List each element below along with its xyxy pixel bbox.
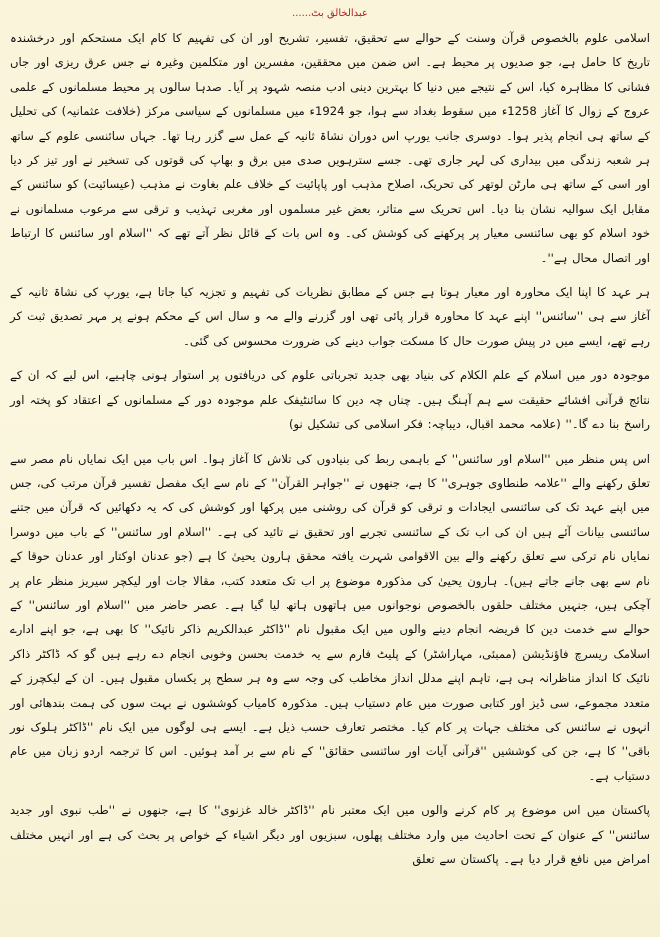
- paragraph-intro: اسلامی علوم بالخصوص قرآن وسنت کے حوالے سے تحقیق، تفسیر، تشریح اور ان کی تفہیم کا کام ایک مستحکم اور درخشندہ تاریخ کا حامل ہے، جو صدیوں پر محیط ہے۔ اس ضمن میں محققین، مفسرین اور متکلمین وغیرہ نے جس عرق ریزی اور جاں فشانی کا مظاہرہ کیا، اس کے نتیجے میں دنیا کا بہترین دینی ادب منصہ شہود پر آیا۔ صدہا سالوں پر محیط مسلمانوں کے علمی عروج کے زوال کا آغاز 1258ء میں سقوط بغداد سے ہوا، جو 1924ء میں مسلمانوں کے سیاسی مرکز (خلافت عثمانیہ) کی تحلیل کے ساتھ ہی انجام پذیر ہوا۔ دوسری جانب یورپ اس دوران نشاۃ ثانیہ کے عمل سے گزر رہا تھا۔ جہاں سائنسی علوم کے ساتھ ہر شعبہ زندگی میں بیداری کی لہر جاری تھی۔ جسے سترہویں صدی میں برق و بھاپ کی قوتوں کی تسخیر نے اور تیز کر دیا اور اسی کے ساتھ ہی مارٹن لوتھر کی تحریک، اصلاح مذہب اور پاپائیت کے خلاف علم بغاوت نے مذہب (عیسائیت) کو سائنس کے مقابل ایک سوالیہ نشان بنا دیا۔ اس تحریک سے متاثر، بعض غیر مسلموں اور مغربی تہذیب و ترقی سے مرعوب مسلمانوں نے خود اسلام کو بھی سائنسی معیار پر پرکھنے کی کوشش کی۔ وہ اس بات کے قائل نظر آتے تھے کہ ''اسلام اور سائنس کا ارتباط اور اتصال محال ہے''۔: [10, 31, 650, 265]
- author-byline: ......عبدالخالق بٹ: [292, 8, 368, 19]
- paragraph-idiom: ہر عہد کا اپنا ایک محاورہ اور معیار ہوتا ہے جس کے مطابق نظریات کی تفہیم و تجزیہ کیا جاتا ہے، یورپ کی نشاۃ ثانیہ کے آغاز سے ہی ''سائنس'' اپنے عہد کا محاورہ قرار پائی تھی اور گزرنے والے مہ و سال اس کے محکم ہونے پر مہر تصدیق ثبت کر رہے تھے، ایسے میں در پیش صورت حال کا مسکت جواب دینے کی ضرورت محسوس کی گئی۔: [10, 285, 650, 348]
- paragraph-pakistan: پاکستان میں اس موضوع پر کام کرنے والوں میں ایک معتبر نام ''ڈاکٹر خالد غزنوی'' کا ہے، جنھوں نے ''طب نبوی اور جدید سائنس'' کے عنوان کے تحت احادیث میں وارد مختلف پھلوں، سبزیوں اور دیگر اشیاء کے خواص پر بحث کی ہے اور انہیں مختلف امراض میں نافع قرار دیا ہے۔ پاکستان سے تعلق: [10, 803, 650, 866]
- paragraph-iqbal-quote: موجودہ دور میں اسلام کے علم الکلام کی بنیاد بھی جدید تجرباتی علوم کی دریافتوں پر استوار ہونی چاہیے، اس لیے کہ ان کے نتائج قرآنی افشائے حقیقت سے ہم آہنگ ہیں۔ چناں چہ دین کا سائنٹیفک علم موجودہ دور کے مسلمانوں کے اعتقاد کو پختہ اور راسخ بنا دے گا۔'' (علامہ محمد اقبال، دیباچہ: فکر اسلامی کی تشکیل نو): [10, 368, 650, 432]
- article-body: [10, 26, 650, 871]
- paragraph-background: اس پس منظر میں ''اسلام اور سائنس'' کے باہمی ربط کی بنیادوں کی تلاش کا آغاز ہوا۔ اس باب میں ایک نمایاں نام مصر سے تعلق رکھنے والے ''علامہ طنطاوی جوہری'' کا ہے، جنھوں نے ''جواہر القرآن'' کے نام سے ایک مفصل تفسیر قرآن مرتب کی، جس میں اپنے عہد تک کی سائنسی ایجادات و ترقی کو قرآن کی روشنی میں پرکھا اور کوشش کی کہ یہ دکھائیں کہ قرآن میں جتنے سائنسی بیانات آئے ہیں ان کی اب تک کے سائنسی تجربے اور تحقیق نے تائید کی ہے۔ ''اسلام اور سائنس'' کے باب میں دوسرا نمایاں نام ترکی سے تعلق رکھنے والے بین الاقوامی شہرت یافتہ محقق ہارون یحییٰ کا ہے (جو عدنان اوکتار اور عدنان حوقا کے نام سے بھی جانے جاتے ہیں)۔ ہارون یحییٰ کی مذکورہ موضوع پر اب تک متعدد کتب، مقالا جات اور لیکچر سیریز منظر عام پر آچکی ہیں، جنہیں مختلف حلقوں بالخصوص نوجوانوں میں ہاتھوں ہاتھ لیا گیا ہے۔ عصر حاضر میں ''اسلام اور سائنس'' کے حوالے سے خدمت دین کا فریضہ انجام دینے والوں میں ایک مقبول نام ''ڈاکٹر عبدالکریم ذاکر نائیک'' کا بھی ہے، جو اپنے ادارے اسلامک ریسرچ فاؤنڈیشن (ممبئی، مہاراشٹر) کے پلیٹ فارم سے یہ خدمت بحسن وخوبی انجام دے رہے ہیں گو کہ ڈاکٹر ذاکر نائیک کا انداز مناظرانہ ہی ہے، تاہم اپنے مدلل انداز مخاطب کی وجہ سے وہ ہر سطح پر یکساں مقبول ہیں۔ ان کے لیکچرز کے متعدد مجموعے، سی ڈیز اور کتابی صورت میں عام دستیاب ہیں۔ مذکورہ کامیاب کوششوں نے بہت سوں کی ہمت بندھائی اور انہوں نے سائنس کی مختلف جہات پر کام کیا۔ مختصر تعارف حسب ذیل ہے۔ ایسے ہی لوگوں میں ایک نام ''ڈاکٹر ہلوک نور باقی'' کا ہے، جن کی کوششیں ''قرآنی آیات اور سائنسی حقائق'' کے نام سے بر آمد ہوئیں۔ اس کا ترجمہ اردو زبان میں عام دستیاب ہے۔: [10, 451, 650, 783]
